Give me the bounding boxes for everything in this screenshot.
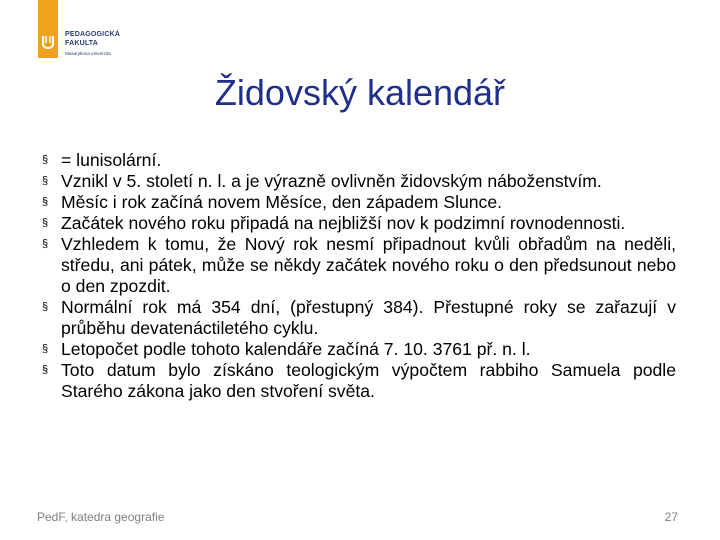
university-mark-icon [42,35,54,49]
bullet-marker-icon: § [42,301,49,313]
bullet-marker-icon: § [42,238,49,250]
bullet-marker-icon: § [42,217,49,229]
logo-emblem [38,0,58,58]
bullet-item [42,339,676,360]
bullet-list [42,150,676,402]
bullet-marker-icon: § [42,154,49,166]
bullet-text: Toto datum bylo získáno teologickým výpočtem rabbiho Samuela podle Starého zákona jako den stvoření světa. [61,360,676,401]
bullet-item [42,192,676,213]
bullet-item [42,297,676,339]
page-number: 27 [664,510,678,524]
bullet-item [42,360,676,402]
bullet-marker-icon: § [42,343,49,355]
bullet-text: Měsíc i rok začíná novem Měsíce, den západem Slunce. [61,192,503,212]
bullet-item [42,150,676,171]
logo-line-3: Masarykova univerzita [65,51,111,56]
logo-line-2: FAKULTA [65,40,99,47]
bullet-text: Normální rok má 354 dní, (přestupný 384). Přestupné roky se zařazují v průběhu devatenáctiletého cyklu. [61,297,676,338]
faculty-logo [38,0,120,60]
bullet-text: Vznikl v 5. století n. l. a je výrazně ovlivněn židovským náboženstvím. [61,171,602,191]
footer-department: PedF, katedra geografie [37,510,165,524]
bullet-text: Letopočet podle tohoto kalendáře začíná 7. 10. 3761 př. n. l. [61,339,531,359]
bullet-text: = lunisolární. [61,150,162,170]
bullet-item [42,234,676,297]
logo-line-1: PEDAGOGICKÁ [65,31,121,38]
bullet-marker-icon: § [42,196,49,208]
slide-title: Židovský kalendář [214,72,506,113]
bullet-text: Začátek nového roku připadá na nejbližší nov k podzimní rovnodennosti. [61,213,626,233]
bullet-marker-icon: § [42,364,49,376]
bullet-text: Vzhledem k tomu, že Nový rok nesmí připadnout kvůli obřadům na neděli, středu, ani pátek, může se někdy začátek nového roku o den předsunout nebo o den zpozdit. [61,234,676,296]
bullet-item [42,171,676,192]
bullet-item [42,213,676,234]
bullet-marker-icon: § [42,175,49,187]
